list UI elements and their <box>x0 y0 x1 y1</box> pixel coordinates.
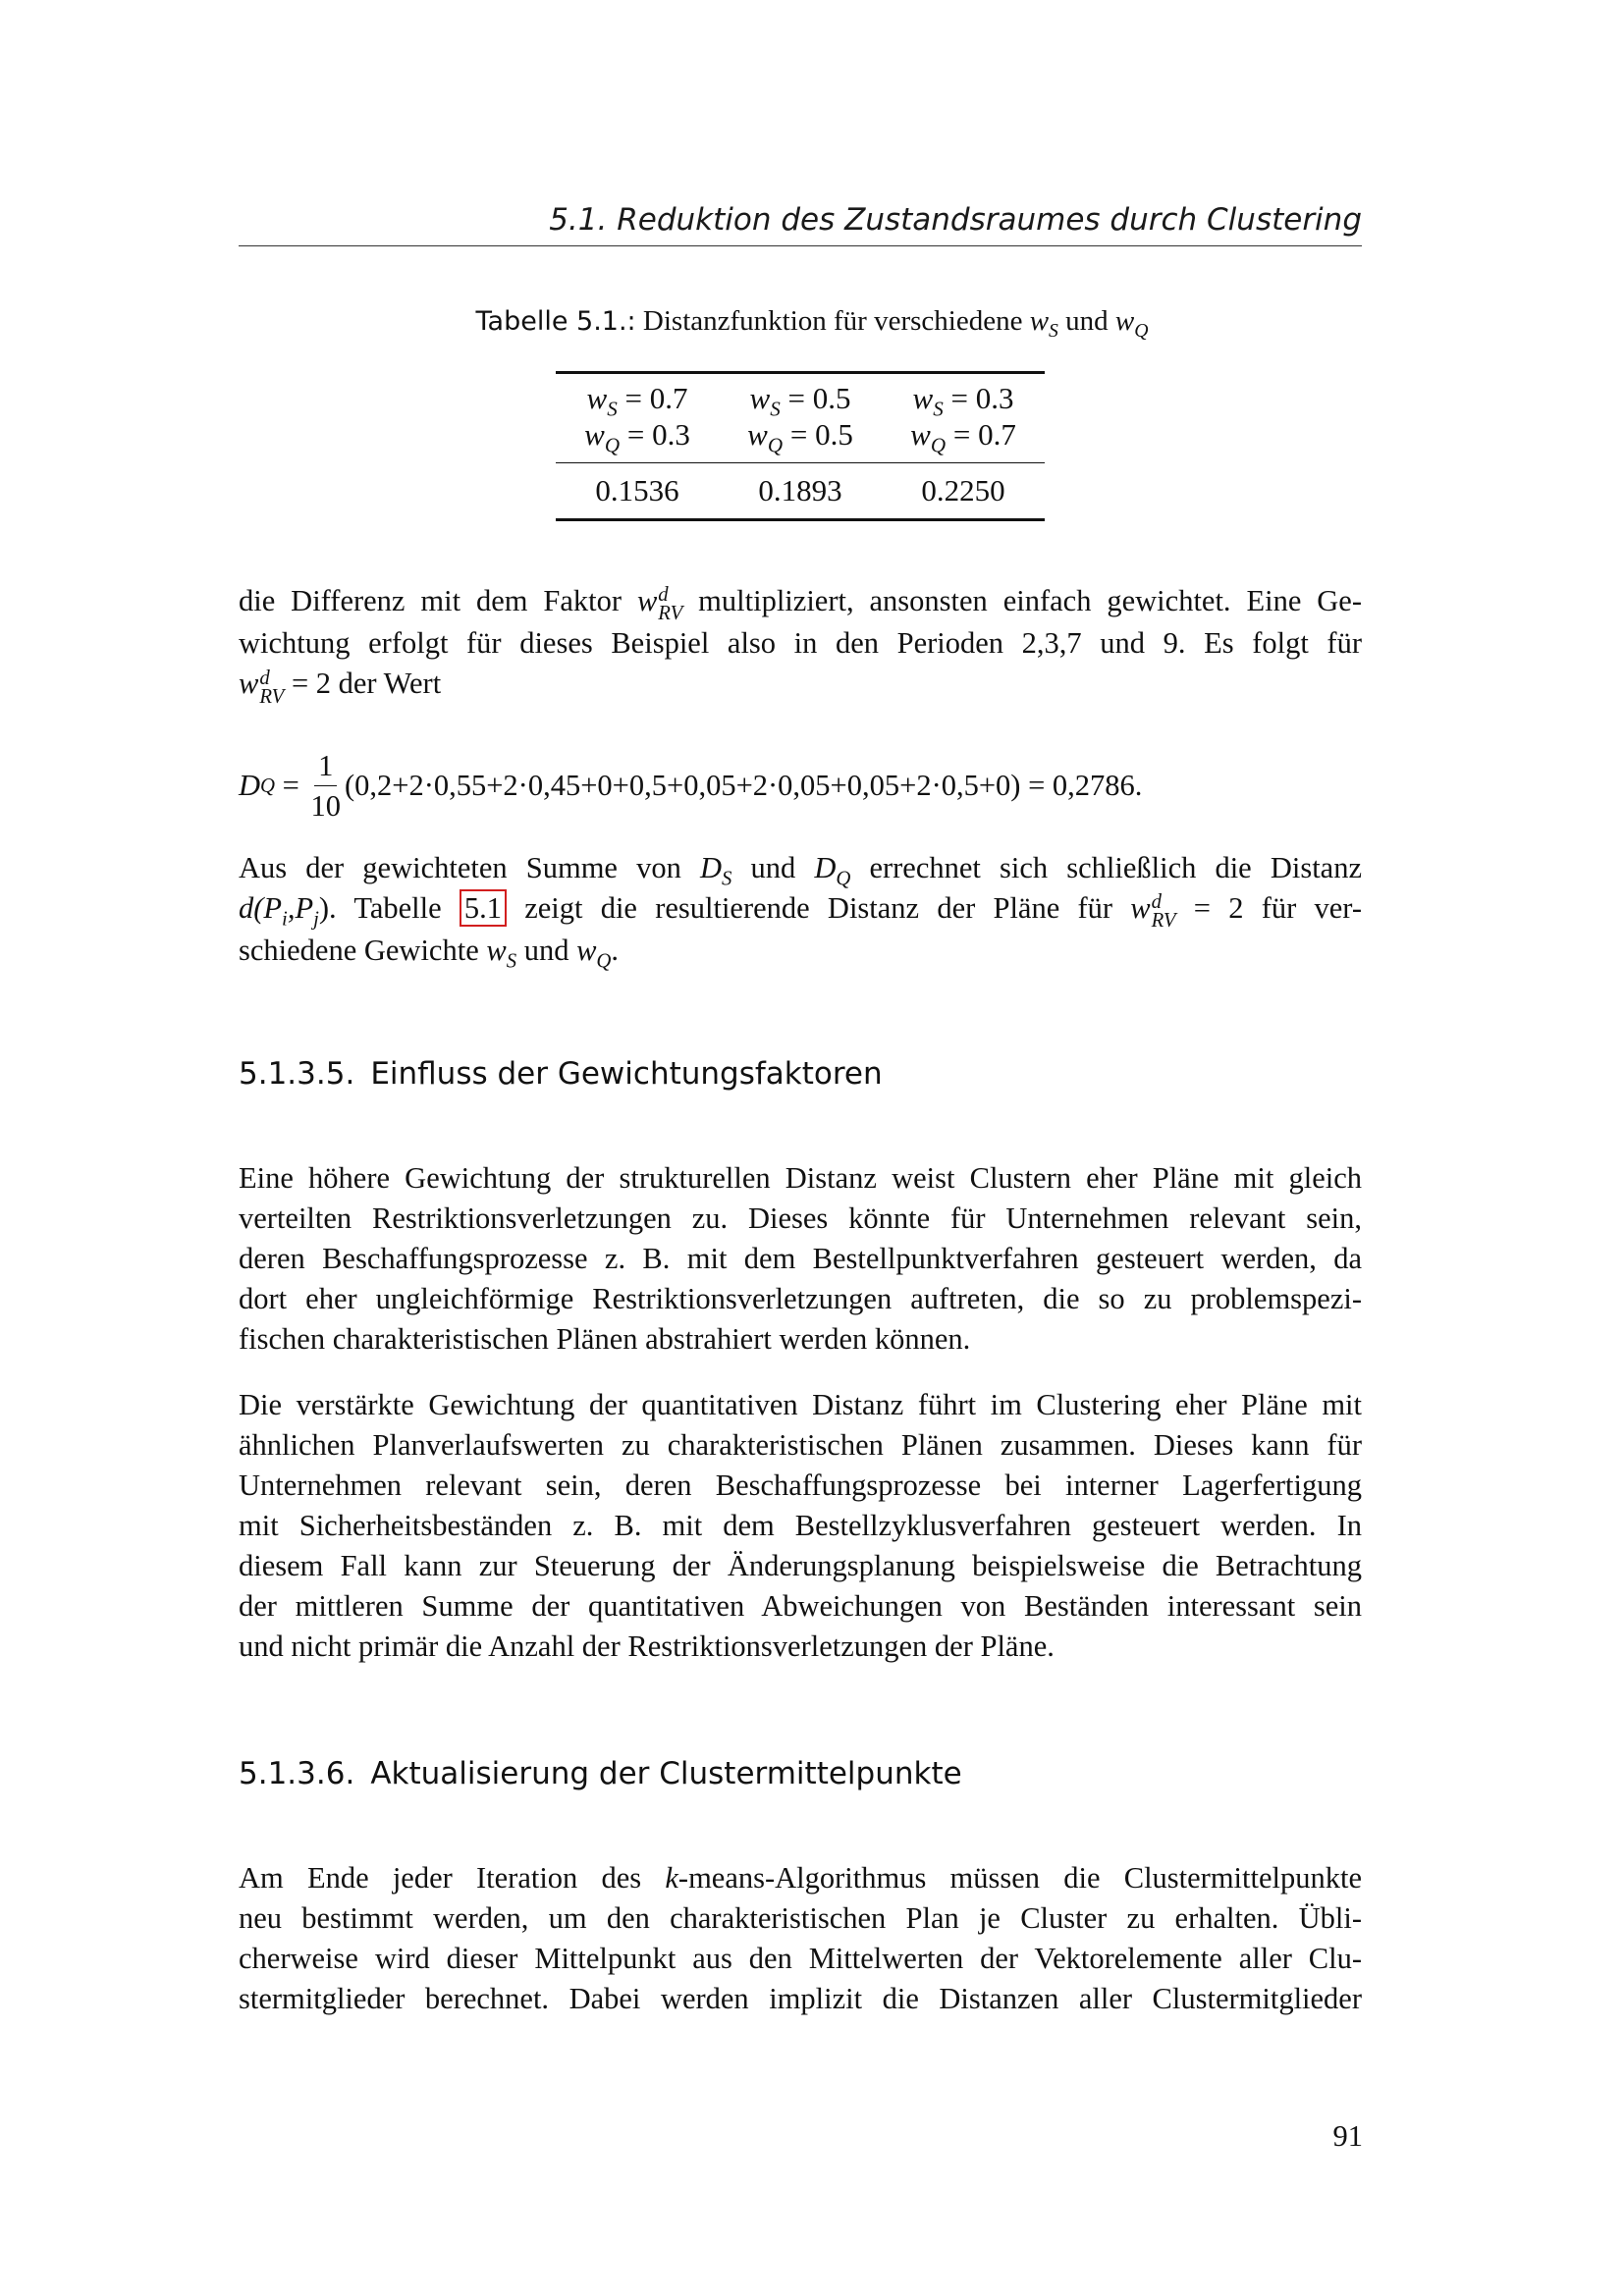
text-line: der mittleren Summe der quantitativen Abweichungen von Beständen interessant sein <box>239 1589 1362 1623</box>
section-number: 5.1.3.5. <box>239 1056 355 1092</box>
running-header-title: 5.1. Reduktion des Zustandsraumes durch Clustering <box>549 202 1362 238</box>
table-value-row <box>556 463 1045 518</box>
distance-table <box>556 371 1045 521</box>
table-header-row-ws <box>556 374 1045 421</box>
table-caption-text: Distanzfunktion für verschiedene <box>642 305 1023 337</box>
page-number: 91 <box>1332 2119 1363 2153</box>
text-line: Eine höhere Gewichtung der strukturellen Distanz weist Clustern eher Pläne mit gleich <box>239 1161 1362 1195</box>
table-header-cell: $w_S = 0.5$ <box>749 381 851 421</box>
caption-ws: $w_S$ <box>1029 305 1058 342</box>
table-header-cell: $w_S = 0.7$ <box>586 381 688 421</box>
section-number: 5.1.3.6. <box>239 1756 355 1791</box>
table-header-cell: $w_Q = 0.5$ <box>747 417 853 457</box>
table-header-row-wq <box>556 415 1045 462</box>
text-line: diesem Fall kann zur Steuerung der Änderungsplanung beispielsweise die Betrachtung <box>239 1549 1362 1582</box>
text-line: stermitglieder berechnet. Dabei werden implizit die Distanzen aller Clustermitglieder <box>239 1982 1362 2015</box>
text-line: die Differenz mit dem Faktor w d RV multipliziert, ansonsten einfach gewichtet. Eine Ge- <box>239 584 1362 625</box>
equation-expression: (0,2+2·0,55+2·0,45+0+0,5+0,05+2·0,05+0,05+2·0,5+0) = 0,2786. <box>344 769 1143 802</box>
text-line: schiedene Gewichte $w_S$ und $w_Q$. <box>239 934 620 973</box>
text-line: fischen charakteristischen Plänen abstrahiert werden können. <box>239 1322 971 1356</box>
text-line: ähnlichen Planverlaufswerten zu charakteristischen Plänen zusammen. Dieses kann für <box>239 1428 1362 1462</box>
paragraph-structural-weighting <box>239 1158 1362 1360</box>
text-line: Am Ende jeder Iteration des k-means-Algorithmus müssen die Clustermittelpunkte <box>239 1861 1362 1895</box>
text-line: neu bestimmt werden, um den charakteristischen Plan je Cluster zu erhalten. Übli- <box>239 1901 1362 1935</box>
table-caption <box>0 305 1624 342</box>
caption-and: und <box>1065 305 1109 337</box>
section-title: Einfluss der Gewichtungsfaktoren <box>370 1056 883 1092</box>
table-reference-link[interactable]: 5.1 <box>460 889 507 927</box>
text-line: und nicht primär die Anzahl der Restriktionsverletzungen der Pläne. <box>239 1629 1055 1663</box>
table-header-cell: $w_Q = 0.7$ <box>910 417 1016 457</box>
section-title: Aktualisierung der Clustermittelpunkte <box>370 1756 962 1791</box>
table-header-cell: $w_Q = 0.3$ <box>584 417 690 457</box>
text-line: $d(P_i,P_j)$. Tabelle 5.1 zeigt die resultierende Distanz der Pläne für w d RV = 2 für ver- <box>239 891 1362 933</box>
running-header <box>239 196 1362 246</box>
table-cell: 0.2250 <box>921 473 1005 507</box>
paragraph-weighting <box>239 581 1362 707</box>
fraction: $\frac{1}{10}$ <box>310 749 341 823</box>
text-line: dort eher ungleichförmige Restriktionsverletzungen auftreten, die so zu problemspezi- <box>239 1282 1362 1315</box>
paragraph-kmeans <box>239 1858 1362 2019</box>
table-cell: 0.1893 <box>758 473 842 507</box>
text-line: Aus der gewichteten Summe von $D_S$ und $D_Q$ errechnet sich schließlich die Distanz <box>239 851 1362 890</box>
section-heading-weighting-factors <box>239 1056 883 1092</box>
text-line: cherweise wird dieser Mittelpunkt aus den Mittelwerten der Vektorelemente aller Clu- <box>239 1942 1362 1975</box>
paragraph-quantitative-weighting <box>239 1385 1362 1667</box>
table-cell: 0.1536 <box>595 473 679 507</box>
section-heading-cluster-centers <box>239 1756 962 1791</box>
text-line: verteilten Restriktionsverletzungen zu. Dieses könnte für Unternehmen relevant sein, <box>239 1201 1362 1235</box>
text-line: deren Beschaffungsprozesse z. B. mit dem Bestellpunktverfahren gesteuert werden, da <box>239 1242 1362 1275</box>
table-rule-bottom <box>556 518 1045 521</box>
caption-wq: $w_Q$ <box>1114 305 1149 342</box>
table-caption-label: Tabelle 5.1.: <box>475 306 636 337</box>
text-line: mit Sicherheitsbeständen z. B. mit dem Bestellzyklusverfahren gesteuert werden. In <box>239 1509 1362 1542</box>
equation-dq: D Q = $\frac{1}{10}$ (0,2+2·0,55+2·0,45+0+0,5+0,05+2·0,05+0,05+2·0,5+0) = 0,2786. <box>239 749 1143 823</box>
paragraph-distance <box>239 848 1362 971</box>
text-line: wichtung erfolgt für dieses Beispiel also in den Perioden 2,3,7 und 9. Es folgt für <box>239 626 1362 661</box>
text-line: w d RV = 2 der Wert <box>239 667 442 708</box>
text-line: Die verstärkte Gewichtung der quantitativen Distanz führt im Clustering eher Pläne mit <box>239 1388 1362 1421</box>
text-line: Unternehmen relevant sein, deren Beschaffungsprozesse bei interner Lagerfertigung <box>239 1468 1362 1502</box>
table-header-cell: $w_S = 0.3$ <box>912 381 1014 421</box>
